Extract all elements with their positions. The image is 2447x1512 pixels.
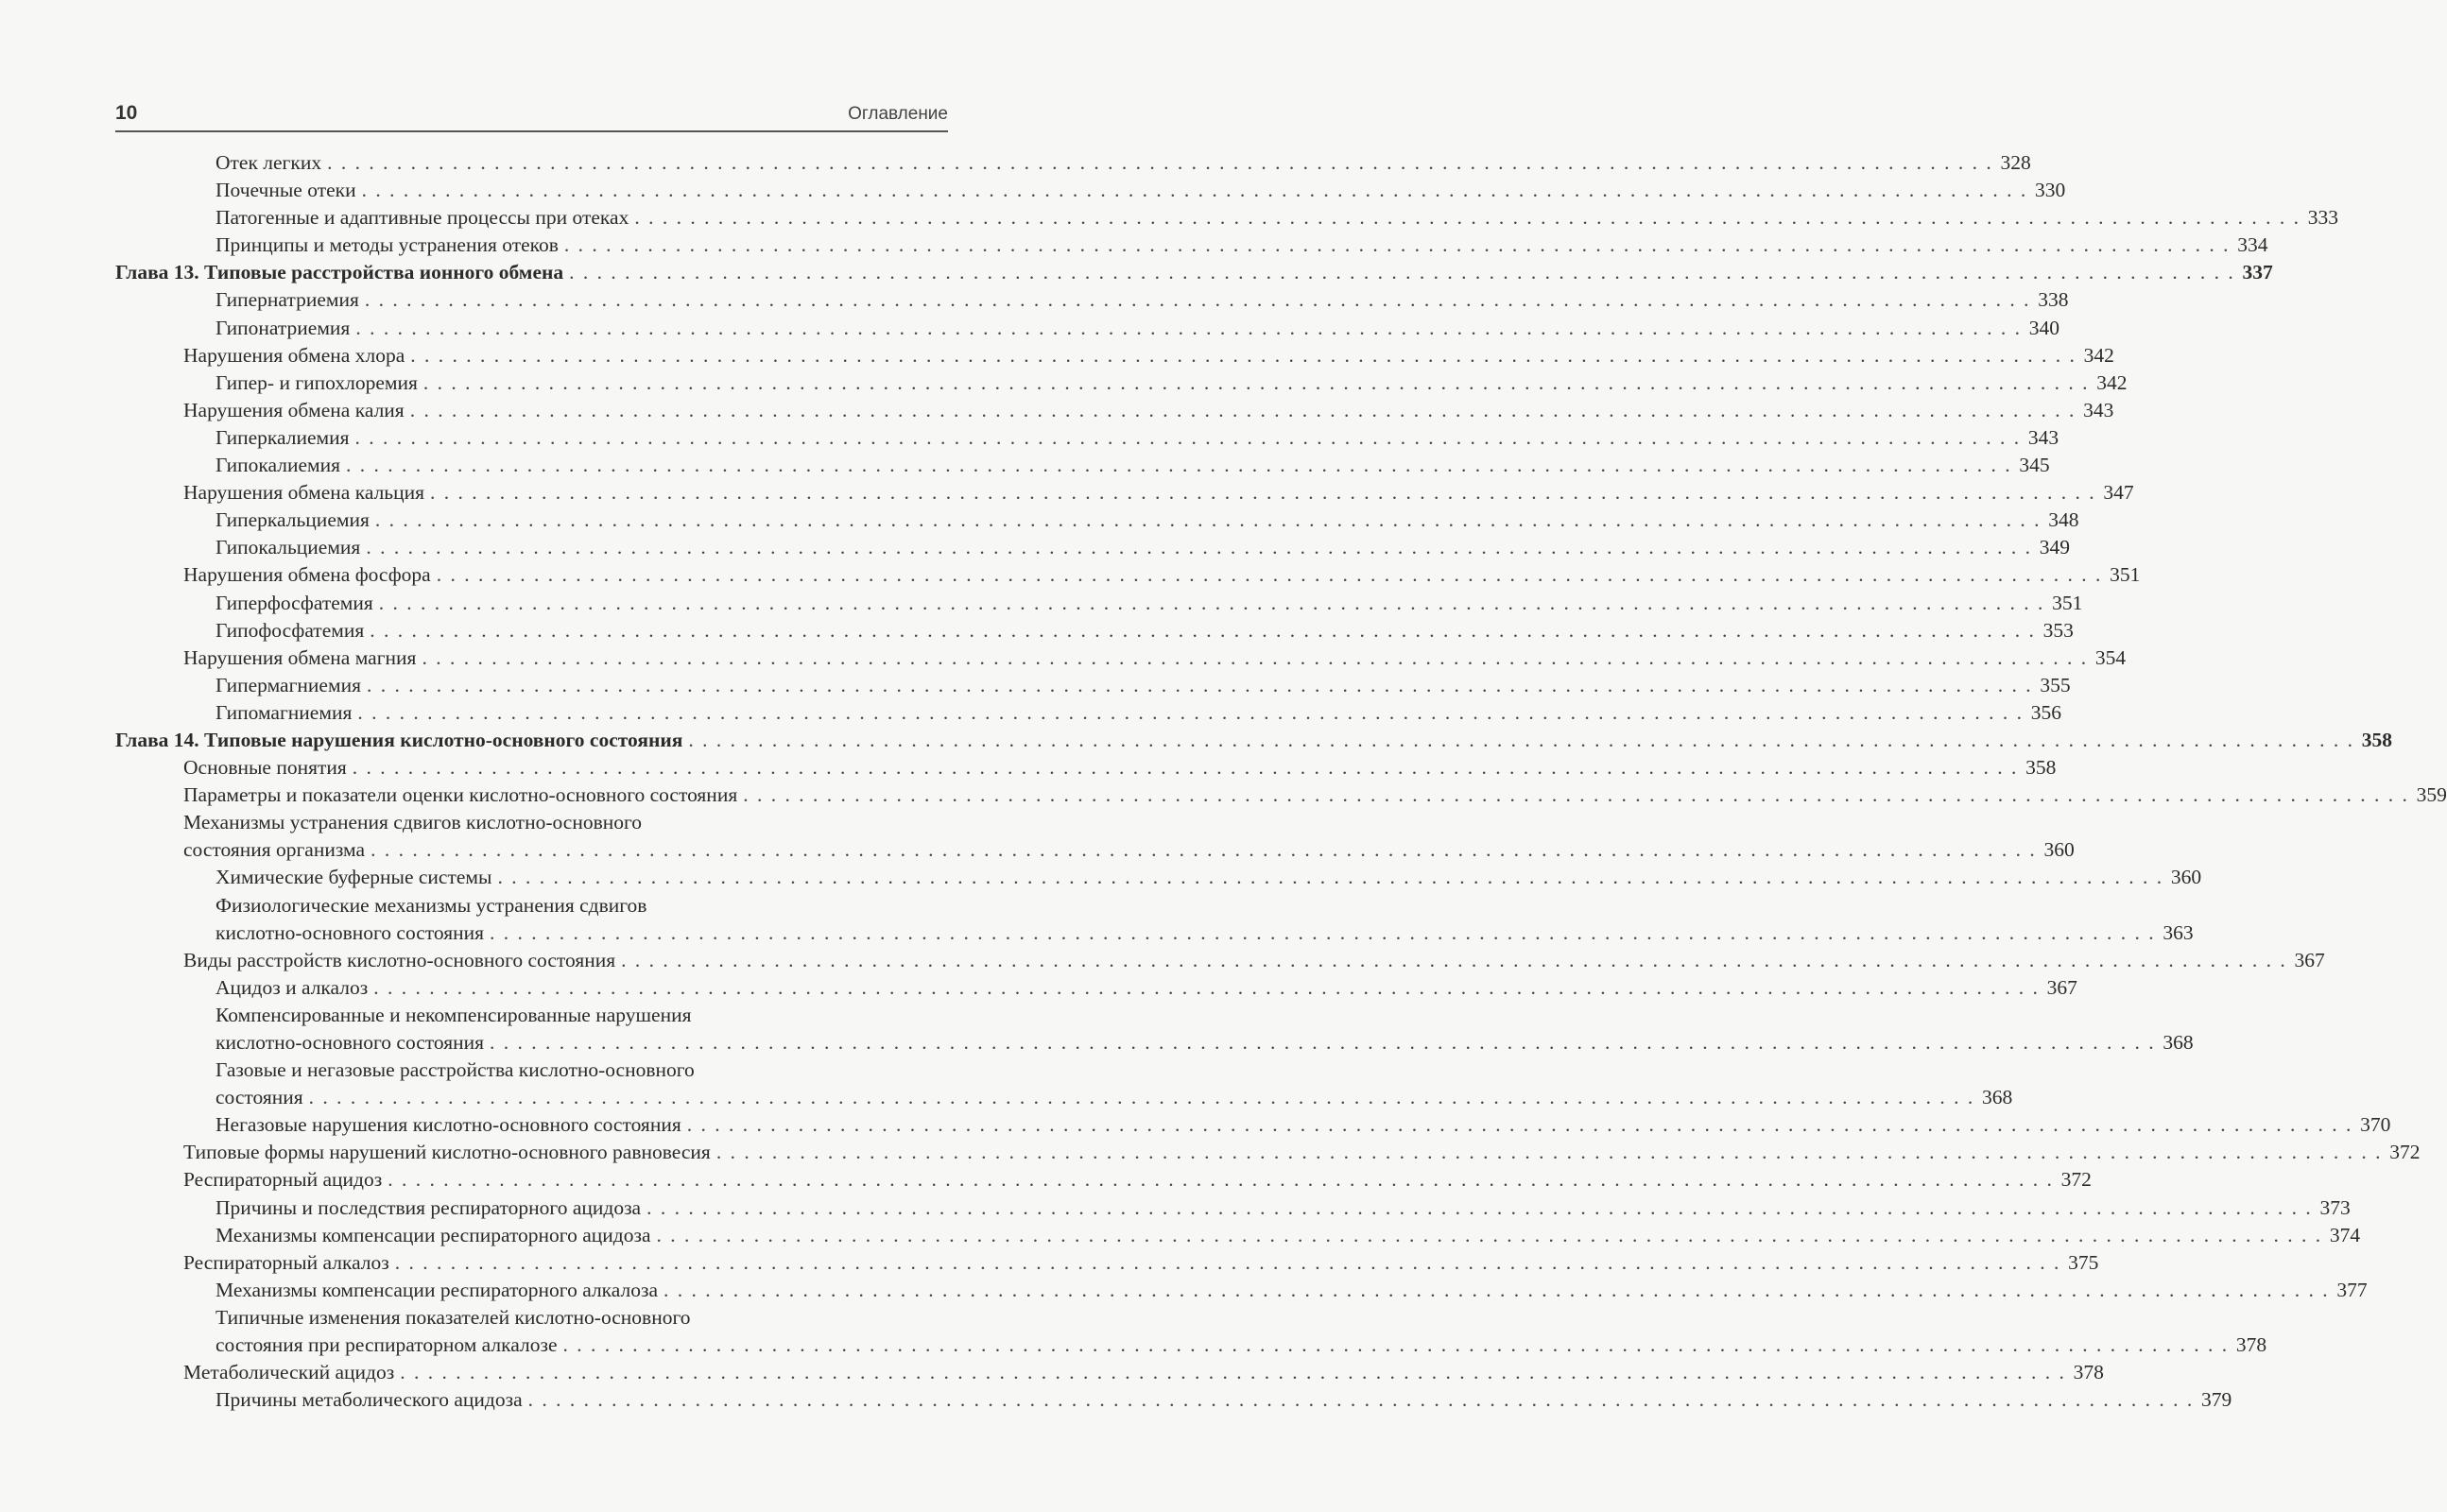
toc-entry bbox=[115, 947, 2325, 974]
toc-entry-title: Параметры и показатели оценки кислотно-основного состояния bbox=[183, 783, 738, 807]
dot-leader: . . . . . . . . . . . . . . . . . . . . . . . . . . . . . . . . . . . . . . . . . . . . . . . . . . . . . . . . . . . . . . . . . . . . . . . . . . . . . . . . . . . . . . . . . . . . . . . . . . . . . . . . . . . . . . . . . . . . . . . . bbox=[490, 1031, 2156, 1054]
dot-leader: . . . . . . . . . . . . . . . . . . . . . . . . . . . . . . . . . . . . . . . . . . . . . . . . . . . . . . . . . . . . . . . . . . . . . . . . . . . . . . . . . . . . . . . . . . . . . . . . . . . . . . . . . . . . . . . . . . . . . . . . bbox=[422, 645, 2089, 669]
toc-entry-title: Нарушения обмена хлора bbox=[183, 343, 405, 367]
toc-entry bbox=[115, 836, 2075, 864]
dot-leader: . . . . . . . . . . . . . . . . . . . . . . . . . . . . . . . . . . . . . . . . . . . . . . . . . . . . . . . . . . . . . . . . . . . . . . . . . . . . . . . . . . . . . . . . . . . . . . . . . . . . . . . . . . . . . . . . . . . . . . . . bbox=[688, 728, 2355, 751]
toc-entry-title: состояния bbox=[215, 1086, 303, 1109]
toc-entry-page: 343 bbox=[2083, 398, 2114, 421]
toc-entry-page: 330 bbox=[2034, 179, 2066, 202]
toc-entry-page: 342 bbox=[2096, 370, 2128, 394]
toc-entry-title: Причины и последствия респираторного ацидоза bbox=[215, 1195, 642, 1219]
toc-entry-title: Негазовые нарушения кислотно-основного состояния bbox=[215, 1113, 681, 1137]
dot-leader: . . . . . . . . . . . . . . . . . . . . . . . . . . . . . . . . . . . . . . . . . . . . . . . . . . . . . . . . . . . . . . . . . . . . . . . . . . . . . . . . . . . . . . . . . . . . . . . . . . . . . . . . . . . . . . . . . . . . . . . . bbox=[373, 975, 2040, 999]
dot-leader: . . . . . . . . . . . . . . . . . . . . . . . . . . . . . . . . . . . . . . . . . . . . . . . . . . . . . . . . . . . . . . . . . . . . . . . . . . . . . . . . . . . . . . . . . . . . . . . . . . . . . . . . . . . . . . . . . . . . . . . . bbox=[352, 756, 2019, 780]
toc-entry-page: 377 bbox=[2336, 1278, 2368, 1301]
toc-entry-page: 375 bbox=[2068, 1250, 2099, 1274]
toc-entry-title: Механизмы устранения сдвигов кислотно-основного bbox=[183, 811, 643, 834]
toc-entry bbox=[115, 1222, 2361, 1249]
toc-entry bbox=[115, 177, 2066, 204]
toc-entry-title: Гипер- и гипохлоремия bbox=[215, 370, 418, 394]
dot-leader: . . . . . . . . . . . . . . . . . . . . . . . . . . . . . . . . . . . . . . . . . . . . . . . . . . . . . . . . . . . . . . . . . . . . . . . . . . . . . . . . . . . . . . . . . . . . . . . . . . . . . . . . . . . . . . . . . . . . . . . . bbox=[430, 481, 2096, 505]
dot-leader: . . . . . . . . . . . . . . . . . . . . . . . . . . . . . . . . . . . . . . . . . . . . . . . . . . . . . . . . . . . . . . . . . . . . . . . . . . . . . . . . . . . . . . . . . . . . . . . . . . . . . . . . . . . . . . . . . . . . . . . . bbox=[621, 948, 2287, 971]
toc-entry bbox=[115, 424, 2059, 452]
toc-entry-title: Гиперфосфатемия bbox=[215, 591, 373, 614]
toc-entry-page: 360 bbox=[2170, 866, 2202, 889]
dot-leader: . . . . . . . . . . . . . . . . . . . . . . . . . . . . . . . . . . . . . . . . . . . . . . . . . . . . . . . . . . . . . . . . . . . . . . . . . . . . . . . . . . . . . . . . . . . . . . . . . . . . . . . . . . . . . . . . . . . . . . . . bbox=[410, 343, 2077, 367]
toc-entry-title: Типовые формы нарушений кислотно-основного равновесия bbox=[183, 1141, 711, 1164]
toc-entry bbox=[115, 617, 2074, 644]
toc-entry bbox=[115, 644, 2127, 672]
toc-entry-title: Отек легких bbox=[215, 151, 322, 174]
dot-leader: . . . . . . . . . . . . . . . . . . . . . . . . . . . . . . . . . . . . . . . . . . . . . . . . . . . . . . . . . . . . . . . . . . . . . . . . . . . . . . . . . . . . . . . . . . . . . . . . . . . . . . . . . . . . . . . . . . . . . . . . bbox=[357, 700, 2024, 724]
toc-entry-title: Гипофосфатемия bbox=[215, 618, 365, 642]
dot-leader: . . . . . . . . . . . . . . . . . . . . . . . . . . . . . . . . . . . . . . . . . . . . . . . . . . . . . . . . . . . . . . . . . . . . . . . . . . . . . . . . . . . . . . . . . . . . . . . . . . . . . . . . . . . . . . . . . . . . . . . . bbox=[370, 838, 2037, 862]
dot-leader: . . . . . . . . . . . . . . . . . . . . . . . . . . . . . . . . . . . . . . . . . . . . . . . . . . . . . . . . . . . . . . . . . . . . . . . . . . . . . . . . . . . . . . . . . . . . . . . . . . . . . . . . . . . . . . . . . . . . . . . . bbox=[646, 1195, 2313, 1219]
toc-entry-page: 379 bbox=[2201, 1388, 2232, 1412]
dot-leader: . . . . . . . . . . . . . . . . . . . . . . . . . . . . . . . . . . . . . . . . . . . . . . . . . . . . . . . . . . . . . . . . . . . . . . . . . . . . . . . . . . . . . . . . . . . . . . . . . . . . . . . . . . . . . . . . . . . . . . . . bbox=[562, 1333, 2230, 1357]
toc-entry-title: Гипонатриемия bbox=[215, 316, 351, 339]
toc-entry-title: Нарушения обмена калия bbox=[183, 398, 405, 421]
toc-entry-title: Химические буферные системы bbox=[215, 866, 492, 889]
toc-entry-title: Респираторный алкалоз bbox=[183, 1250, 389, 1274]
dot-leader: . . . . . . . . . . . . . . . . . . . . . . . . . . . . . . . . . . . . . . . . . . . . . . . . . . . . . . . . . . . . . . . . . . . . . . . . . . . . . . . . . . . . . . . . . . . . . . . . . . . . . . . . . . . . . . . . . . . . . . . . bbox=[327, 151, 1993, 174]
toc-entry-page: 349 bbox=[2039, 536, 2070, 559]
toc-entry-title: Гипомагниемия bbox=[215, 700, 353, 724]
toc-entry-page: 353 bbox=[2042, 618, 2074, 642]
toc-entry-page: 367 bbox=[2046, 975, 2077, 999]
toc-entry-page: 328 bbox=[2000, 151, 2031, 174]
toc-entry-page: 351 bbox=[2052, 591, 2083, 614]
toc-entry-page: 359 bbox=[2416, 783, 2447, 807]
dot-leader: . . . . . . . . . . . . . . . . . . . . . . . . . . . . . . . . . . . . . . . . . . . . . . . . . . . . . . . . . . . . . . . . . . . . . . . . . . . . . . . . . . . . . . . . . . . . . . . . . . . . . . . . . . . . . . . . . . . . . . . . bbox=[308, 1086, 1975, 1109]
toc-entry-title: Виды расстройств кислотно-основного состояния bbox=[183, 948, 616, 971]
running-title: Оглавление bbox=[848, 104, 948, 124]
dot-leader: . . . . . . . . . . . . . . . . . . . . . . . . . . . . . . . . . . . . . . . . . . . . . . . . . . . . . . . . . . . . . . . . . . . . . . . . . . . . . . . . . . . . . . . . . . . . . . . . . . . . . . . . . . . . . . . . . . . . . . . . bbox=[355, 316, 2022, 339]
toc-chapter-entry bbox=[115, 259, 2273, 286]
toc-entry bbox=[115, 1277, 2368, 1304]
dot-leader: . . . . . . . . . . . . . . . . . . . . . . . . . . . . . . . . . . . . . . . . . . . . . . . . . . . . . . . . . . . . . . . . . . . . . . . . . . . . . . . . . . . . . . . . . . . . . . . . . . . . . . . . . . . . . . . . . . . . . . . . bbox=[378, 591, 2045, 614]
toc-entry-title: кислотно-основного состояния bbox=[215, 920, 485, 944]
toc-entry-title: Глава 14. Типовые нарушения кислотно-основного состояния bbox=[115, 728, 683, 751]
dot-leader: . . . . . . . . . . . . . . . . . . . . . . . . . . . . . . . . . . . . . . . . . . . . . . . . . . . . . . . . . . . . . . . . . . . . . . . . . . . . . . . . . . . . . . . . . . . . . . . . . . . . . . . . . . . . . . . . . . . . . . . . bbox=[346, 454, 2012, 477]
toc-entry-page: 367 bbox=[2294, 948, 2325, 971]
dot-leader: . . . . . . . . . . . . . . . . . . . . . . . . . . . . . . . . . . . . . . . . . . . . . . . . . . . . . . . . . . . . . . . . . . . . . . . . . . . . . . . . . . . . . . . . . . . . . . . . . . . . . . . . . . . . . . . . . . . . . . . . bbox=[436, 563, 2103, 587]
toc-entry bbox=[115, 507, 2079, 534]
toc-entry bbox=[115, 397, 2114, 424]
page-header bbox=[115, 98, 948, 132]
toc-entry-page: 368 bbox=[1982, 1086, 2013, 1109]
toc-entry-title: состояния при респираторном алкалозе bbox=[215, 1333, 558, 1357]
toc-entry-page: 337 bbox=[2242, 261, 2273, 284]
toc-entry-title: Ацидоз и алкалоз bbox=[215, 975, 369, 999]
toc-entry bbox=[115, 479, 2134, 507]
toc-entry bbox=[115, 754, 2057, 782]
page-number: 10 bbox=[115, 102, 138, 124]
dot-leader: . . . . . . . . . . . . . . . . . . . . . . . . . . . . . . . . . . . . . . . . . . . . . . . . . . . . . . . . . . . . . . . . . . . . . . . . . . . . . . . . . . . . . . . . . . . . . . . . . . . . . . . . . . . . . . . . . . . . . . . . bbox=[743, 783, 2409, 807]
dot-leader: . . . . . . . . . . . . . . . . . . . . . . . . . . . . . . . . . . . . . . . . . . . . . . . . . . . . . . . . . . . . . . . . . . . . . . . . . . . . . . . . . . . . . . . . . . . . . . . . . . . . . . . . . . . . . . . . . . . . . . . . bbox=[715, 1141, 2383, 1164]
toc-entry bbox=[115, 699, 2061, 727]
toc-entry-page: 342 bbox=[2083, 343, 2114, 367]
toc-entry-page: 370 bbox=[2360, 1113, 2391, 1137]
dot-leader: . . . . . . . . . . . . . . . . . . . . . . . . . . . . . . . . . . . . . . . . . . . . . . . . . . . . . . . . . . . . . . . . . . . . . . . . . . . . . . . . . . . . . . . . . . . . . . . . . . . . . . . . . . . . . . . . . . . . . . . . bbox=[663, 1278, 2330, 1301]
toc-entry-page: 338 bbox=[2038, 288, 2069, 312]
toc-entry bbox=[115, 919, 2194, 947]
toc-entry-title: Гипернатриемия bbox=[215, 288, 359, 312]
toc-entry-page: 351 bbox=[2110, 563, 2141, 587]
dot-leader: . . . . . . . . . . . . . . . . . . . . . . . . . . . . . . . . . . . . . . . . . . . . . . . . . . . . . . . . . . . . . . . . . . . . . . . . . . . . . . . . . . . . . . . . . . . . . . . . . . . . . . . . . . . . . . . . . . . . . . . . bbox=[361, 179, 2028, 202]
toc-entry-title: Основные понятия bbox=[183, 756, 347, 780]
toc-entry bbox=[115, 1166, 2092, 1194]
toc-entry-page: 358 bbox=[2025, 756, 2057, 780]
toc-entry bbox=[115, 1304, 948, 1332]
toc-entry-title: Нарушения обмена фосфора bbox=[183, 563, 431, 587]
toc-entry-title: Механизмы компенсации респираторного алкалоза bbox=[215, 1278, 659, 1301]
dot-leader: . . . . . . . . . . . . . . . . . . . . . . . . . . . . . . . . . . . . . . . . . . . . . . . . . . . . . . . . . . . . . . . . . . . . . . . . . . . . . . . . . . . . . . . . . . . . . . . . . . . . . . . . . . . . . . . . . . . . . . . . bbox=[364, 288, 2031, 312]
toc-entry bbox=[115, 892, 948, 919]
toc-entry-title: состояния организма bbox=[183, 838, 366, 862]
toc-entry bbox=[115, 204, 2338, 232]
toc-entry-title: Гиперкальциемия bbox=[215, 508, 370, 532]
toc-entry-page: 360 bbox=[2043, 838, 2075, 862]
toc-entry bbox=[115, 809, 948, 836]
toc-entry-title: Компенсированные и некомпенсированные нарушения bbox=[215, 1003, 692, 1026]
dot-leader: . . . . . . . . . . . . . . . . . . . . . . . . . . . . . . . . . . . . . . . . . . . . . . . . . . . . . . . . . . . . . . . . . . . . . . . . . . . . . . . . . . . . . . . . . . . . . . . . . . . . . . . . . . . . . . . . . . . . . . . . bbox=[409, 398, 2077, 421]
dot-leader: . . . . . . . . . . . . . . . . . . . . . . . . . . . . . . . . . . . . . . . . . . . . . . . . . . . . . . . . . . . . . . . . . . . . . . . . . . . . . . . . . . . . . . . . . . . . . . . . . . . . . . . . . . . . . . . . . . . . . . . . bbox=[656, 1223, 2323, 1246]
toc-entry bbox=[115, 1386, 2232, 1414]
toc-entry bbox=[115, 342, 2114, 369]
dot-leader: . . . . . . . . . . . . . . . . . . . . . . . . . . . . . . . . . . . . . . . . . . . . . . . . . . . . . . . . . . . . . . . . . . . . . . . . . . . . . . . . . . . . . . . . . . . . . . . . . . . . . . . . . . . . . . . . . . . . . . . . bbox=[490, 920, 2156, 944]
toc-entry-page: 378 bbox=[2235, 1333, 2267, 1357]
toc-entry-title: Патогенные и адаптивные процессы при отеках bbox=[215, 206, 629, 230]
toc-entry-page: 372 bbox=[2389, 1141, 2421, 1164]
toc-entry-page: 358 bbox=[2361, 728, 2393, 751]
toc-entry bbox=[115, 672, 2071, 699]
toc-entry-page: 343 bbox=[2027, 425, 2059, 449]
toc-entry-page: 340 bbox=[2028, 316, 2059, 339]
toc-entry bbox=[115, 369, 2128, 397]
toc-entry-page: 372 bbox=[2060, 1168, 2092, 1192]
dot-leader: . . . . . . . . . . . . . . . . . . . . . . . . . . . . . . . . . . . . . . . . . . . . . . . . . . . . . . . . . . . . . . . . . . . . . . . . . . . . . . . . . . . . . . . . . . . . . . . . . . . . . . . . . . . . . . . . . . . . . . . . bbox=[527, 1388, 2195, 1412]
dot-leader: . . . . . . . . . . . . . . . . . . . . . . . . . . . . . . . . . . . . . . . . . . . . . . . . . . . . . . . . . . . . . . . . . . . . . . . . . . . . . . . . . . . . . . . . . . . . . . . . . . . . . . . . . . . . . . . . . . . . . . . . bbox=[354, 425, 2022, 449]
toc-entry-page: 333 bbox=[2307, 206, 2338, 230]
toc-entry-page: 368 bbox=[2163, 1031, 2194, 1054]
toc-entry bbox=[115, 782, 2447, 809]
toc-entry-page: 374 bbox=[2329, 1223, 2361, 1246]
dot-leader: . . . . . . . . . . . . . . . . . . . . . . . . . . . . . . . . . . . . . . . . . . . . . . . . . . . . . . . . . . . . . . . . . . . . . . . . . . . . . . . . . . . . . . . . . . . . . . . . . . . . . . . . . . . . . . . . . . . . . . . . bbox=[366, 536, 2032, 559]
toc-entry bbox=[115, 1111, 2391, 1139]
toc-entry-title: Метаболический ацидоз bbox=[183, 1361, 395, 1384]
toc-entry-page: 348 bbox=[2048, 508, 2079, 532]
toc-entry bbox=[115, 315, 2059, 342]
toc-entry bbox=[115, 974, 2077, 1002]
dot-leader: . . . . . . . . . . . . . . . . . . . . . . . . . . . . . . . . . . . . . . . . . . . . . . . . . . . . . . . . . . . . . . . . . . . . . . . . . . . . . . . . . . . . . . . . . . . . . . . . . . . . . . . . . . . . . . . . . . . . . . . . bbox=[569, 261, 2235, 284]
toc-entry bbox=[115, 1139, 2421, 1166]
toc-entry-title: Почечные отеки bbox=[215, 179, 356, 202]
toc-entry bbox=[115, 1359, 2104, 1386]
toc-entry-title: Газовые и негазовые расстройства кислотно-основного bbox=[215, 1058, 695, 1082]
toc-entry-title: Глава 13. Типовые расстройства ионного обмена bbox=[115, 261, 564, 284]
toc-entry bbox=[115, 1194, 2351, 1222]
toc-entry bbox=[115, 452, 2050, 479]
toc-entry-title: Нарушения обмена кальция bbox=[183, 481, 424, 505]
toc-entry-page: 354 bbox=[2094, 645, 2127, 669]
toc-entry bbox=[115, 1057, 948, 1084]
toc-entry-page: 347 bbox=[2103, 481, 2134, 505]
toc-entry-title: Принципы и методы устранения отеков bbox=[215, 233, 559, 257]
toc-entry-title: Нарушения обмена магния bbox=[183, 645, 417, 669]
toc-entry bbox=[115, 561, 2141, 589]
toc-entry-title: Физиологические механизмы устранения сдвигов bbox=[215, 893, 647, 917]
table-of-contents bbox=[115, 149, 2447, 1414]
toc-entry bbox=[115, 1029, 2194, 1057]
toc-chapter-entry bbox=[115, 727, 2393, 754]
dot-leader: . . . . . . . . . . . . . . . . . . . . . . . . . . . . . . . . . . . . . . . . . . . . . . . . . . . . . . . . . . . . . . . . . . . . . . . . . . . . . . . . . . . . . . . . . . . . . . . . . . . . . . . . . . . . . . . . . . . . . . . . bbox=[497, 866, 2164, 889]
dot-leader: . . . . . . . . . . . . . . . . . . . . . . . . . . . . . . . . . . . . . . . . . . . . . . . . . . . . . . . . . . . . . . . . . . . . . . . . . . . . . . . . . . . . . . . . . . . . . . . . . . . . . . . . . . . . . . . . . . . . . . . . bbox=[366, 673, 2033, 696]
toc-entry-page: 355 bbox=[2040, 673, 2071, 696]
toc-entry bbox=[115, 590, 2083, 617]
dot-leader: . . . . . . . . . . . . . . . . . . . . . . . . . . . . . . . . . . . . . . . . . . . . . . . . . . . . . . . . . . . . . . . . . . . . . . . . . . . . . . . . . . . . . . . . . . . . . . . . . . . . . . . . . . . . . . . . . . . . . . . . bbox=[563, 233, 2231, 257]
toc-entry bbox=[115, 534, 2070, 561]
dot-leader: . . . . . . . . . . . . . . . . . . . . . . . . . . . . . . . . . . . . . . . . . . . . . . . . . . . . . . . . . . . . . . . . . . . . . . . . . . . . . . . . . . . . . . . . . . . . . . . . . . . . . . . . . . . . . . . . . . . . . . . . bbox=[400, 1361, 2066, 1384]
toc-entry-title: Респираторный ацидоз bbox=[183, 1168, 383, 1192]
toc-entry-title: Гипокалиемия bbox=[215, 454, 341, 477]
toc-entry-page: 334 bbox=[2237, 233, 2268, 257]
toc-entry bbox=[115, 1332, 2267, 1359]
dot-leader: . . . . . . . . . . . . . . . . . . . . . . . . . . . . . . . . . . . . . . . . . . . . . . . . . . . . . . . . . . . . . . . . . . . . . . . . . . . . . . . . . . . . . . . . . . . . . . . . . . . . . . . . . . . . . . . . . . . . . . . . bbox=[394, 1250, 2061, 1274]
toc-entry bbox=[115, 286, 2069, 314]
toc-entry-page: 363 bbox=[2163, 920, 2194, 944]
toc-entry-title: Причины метаболического ацидоза bbox=[215, 1388, 523, 1412]
toc-entry-title: Механизмы компенсации респираторного ацидоза bbox=[215, 1223, 651, 1246]
dot-leader: . . . . . . . . . . . . . . . . . . . . . . . . . . . . . . . . . . . . . . . . . . . . . . . . . . . . . . . . . . . . . . . . . . . . . . . . . . . . . . . . . . . . . . . . . . . . . . . . . . . . . . . . . . . . . . . . . . . . . . . . bbox=[388, 1168, 2054, 1192]
toc-entry bbox=[115, 149, 2031, 177]
toc-entry bbox=[115, 1002, 948, 1029]
toc-entry-title: Типичные изменения показателей кислотно-основного bbox=[215, 1305, 691, 1329]
toc-entry bbox=[115, 1249, 2099, 1277]
toc-entry bbox=[115, 1084, 2013, 1111]
toc-entry bbox=[115, 232, 2268, 259]
dot-leader: . . . . . . . . . . . . . . . . . . . . . . . . . . . . . . . . . . . . . . . . . . . . . . . . . . . . . . . . . . . . . . . . . . . . . . . . . . . . . . . . . . . . . . . . . . . . . . . . . . . . . . . . . . . . . . . . . . . . . . . . bbox=[374, 508, 2042, 532]
toc-entry-page: 345 bbox=[2019, 454, 2050, 477]
dot-leader: . . . . . . . . . . . . . . . . . . . . . . . . . . . . . . . . . . . . . . . . . . . . . . . . . . . . . . . . . . . . . . . . . . . . . . . . . . . . . . . . . . . . . . . . . . . . . . . . . . . . . . . . . . . . . . . . . . . . . . . . bbox=[634, 206, 2301, 230]
dot-leader: . . . . . . . . . . . . . . . . . . . . . . . . . . . . . . . . . . . . . . . . . . . . . . . . . . . . . . . . . . . . . . . . . . . . . . . . . . . . . . . . . . . . . . . . . . . . . . . . . . . . . . . . . . . . . . . . . . . . . . . . bbox=[422, 370, 2090, 394]
toc-entry-title: Гипермагниемия bbox=[215, 673, 361, 696]
toc-entry-page: 356 bbox=[2030, 700, 2061, 724]
toc-entry bbox=[115, 864, 2202, 891]
toc-entry-page: 373 bbox=[2319, 1195, 2351, 1219]
toc-entry-title: Гиперкалиемия bbox=[215, 425, 350, 449]
dot-leader: . . . . . . . . . . . . . . . . . . . . . . . . . . . . . . . . . . . . . . . . . . . . . . . . . . . . . . . . . . . . . . . . . . . . . . . . . . . . . . . . . . . . . . . . . . . . . . . . . . . . . . . . . . . . . . . . . . . . . . . . bbox=[370, 618, 2036, 642]
toc-entry-page: 378 bbox=[2073, 1361, 2104, 1384]
toc-entry-title: Гипокальциемия bbox=[215, 536, 361, 559]
dot-leader: . . . . . . . . . . . . . . . . . . . . . . . . . . . . . . . . . . . . . . . . . . . . . . . . . . . . . . . . . . . . . . . . . . . . . . . . . . . . . . . . . . . . . . . . . . . . . . . . . . . . . . . . . . . . . . . . . . . . . . . . bbox=[686, 1113, 2353, 1137]
toc-entry-title: кислотно-основного состояния bbox=[215, 1031, 485, 1054]
